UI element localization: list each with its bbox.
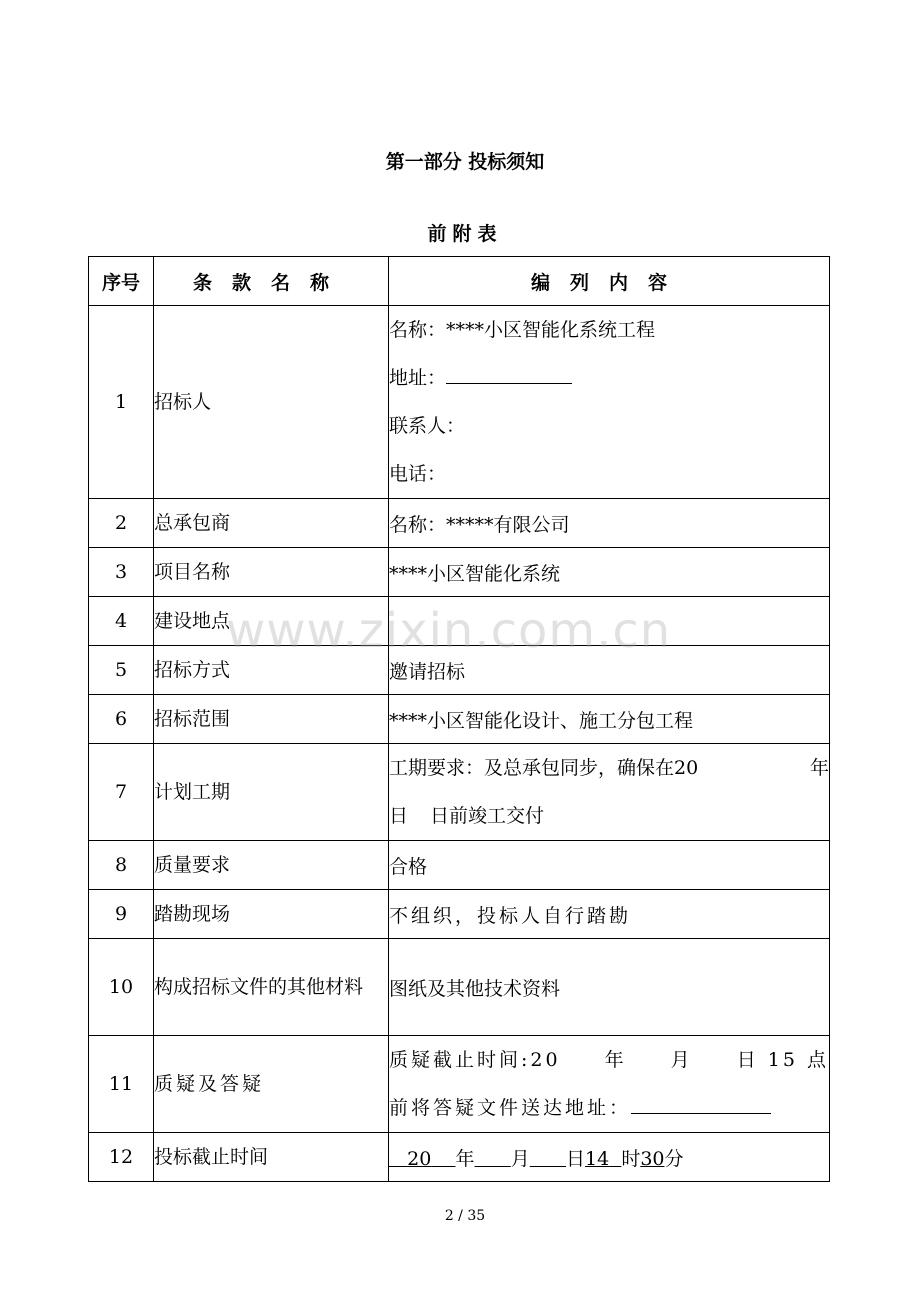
bid-deadline-minute: 30 (640, 1147, 665, 1170)
row-item: 踏勘现场 (154, 890, 389, 939)
header-content: 编列内容 (389, 257, 830, 306)
query-day-hour: 日 15 点 (736, 1049, 829, 1071)
schedule-requirement: 工期要求：及总承包同步，确保在20 (389, 757, 699, 779)
table-row (89, 306, 830, 499)
query-month-unit: 月 (670, 1049, 693, 1071)
page-number: 2 / 35 (444, 1208, 486, 1224)
row-item: 招标人 (154, 306, 389, 499)
table-row (89, 499, 830, 548)
row-content (389, 1133, 830, 1182)
bid-deadline-day (530, 1148, 566, 1170)
tenderer-name: 名称：****小区智能化系统工程 (389, 319, 656, 341)
bid-day-unit: 日 (566, 1147, 586, 1170)
header-row (89, 257, 830, 306)
table-row (89, 1036, 830, 1133)
row-number: 1 (89, 306, 154, 499)
query-deadline-line (389, 1036, 829, 1084)
row-number: 10 (89, 939, 154, 1036)
table-title: 前附表 (427, 223, 503, 245)
bid-deadline-month (475, 1148, 511, 1170)
row-content (389, 306, 830, 499)
table-row (89, 695, 830, 744)
bid-deadline-year: 20 (407, 1147, 432, 1170)
address-blank (446, 367, 572, 384)
row-content: 图纸及其他技术资料 (389, 939, 830, 1036)
attachment-table (88, 256, 830, 1182)
address-label: 地址： (389, 367, 447, 389)
tenderer-contact: 联系人： (389, 415, 466, 437)
query-address-label: 前将答疑文件送达地址： (389, 1097, 632, 1119)
query-address-blank (631, 1097, 771, 1114)
row-item: 建设地点 (154, 597, 389, 646)
table-row (89, 841, 830, 890)
table-row (89, 1133, 830, 1182)
row-number: 3 (89, 548, 154, 597)
row-item: 招标方式 (154, 646, 389, 695)
table-row (89, 939, 830, 1036)
row-content: ****小区智能化系统 (389, 548, 830, 597)
row-number: 12 (89, 1133, 154, 1182)
row-item: 计划工期 (154, 744, 389, 841)
row-item: 质量要求 (154, 841, 389, 890)
row-item: 投标截止时间 (154, 1133, 389, 1182)
row-number: 11 (89, 1036, 154, 1133)
row-content (389, 1036, 830, 1133)
tenderer-phone: 电话： (389, 463, 447, 485)
query-address-line (389, 1084, 829, 1132)
bid-deadline-hour: 14 (585, 1147, 610, 1170)
row-content: 名称：*****有限公司 (389, 499, 830, 548)
row-number: 9 (89, 890, 154, 939)
row-content: 邀请招标 (389, 646, 830, 695)
row-item: 项目名称 (154, 548, 389, 597)
row-number: 4 (89, 597, 154, 646)
table-row (89, 548, 830, 597)
bid-minute-unit: 分 (664, 1147, 684, 1170)
row-item: 招标范围 (154, 695, 389, 744)
watermark: www.zixin.com.cn (226, 603, 672, 659)
row-content (389, 744, 830, 841)
row-number: 5 (89, 646, 154, 695)
schedule-completion: 日前竣工交付 (430, 805, 545, 827)
row-number: 7 (89, 744, 154, 841)
schedule-line-2 (389, 792, 829, 840)
bid-month-unit: 月 (510, 1147, 530, 1170)
row-content: 不组织，投标人自行踏勘 (389, 890, 830, 939)
row-number: 8 (89, 841, 154, 890)
row-number: 6 (89, 695, 154, 744)
header-no: 序号 (89, 257, 154, 306)
row-item: 构成招标文件的其他材料 (154, 939, 389, 1036)
tenderer-address (389, 354, 829, 402)
table-row (89, 890, 830, 939)
query-year-unit: 年 (604, 1049, 627, 1071)
schedule-line-1 (389, 744, 829, 792)
part-title: 第一部分 投标须知 (385, 151, 545, 173)
table-row (89, 744, 830, 841)
bid-hour-unit: 时 (621, 1147, 641, 1170)
row-item: 质疑及答疑 (154, 1036, 389, 1133)
schedule-day-unit: 日 (389, 805, 409, 827)
bid-year-unit: 年 (455, 1147, 475, 1170)
row-item: 总承包商 (154, 499, 389, 548)
schedule-year-unit: 年 (809, 757, 829, 779)
row-number: 2 (89, 499, 154, 548)
row-content: ****小区智能化设计、施工分包工程 (389, 695, 830, 744)
row-content: 合格 (389, 841, 830, 890)
header-item: 条款名称 (154, 257, 389, 306)
query-deadline: 质疑截止时间:20 (389, 1049, 561, 1071)
